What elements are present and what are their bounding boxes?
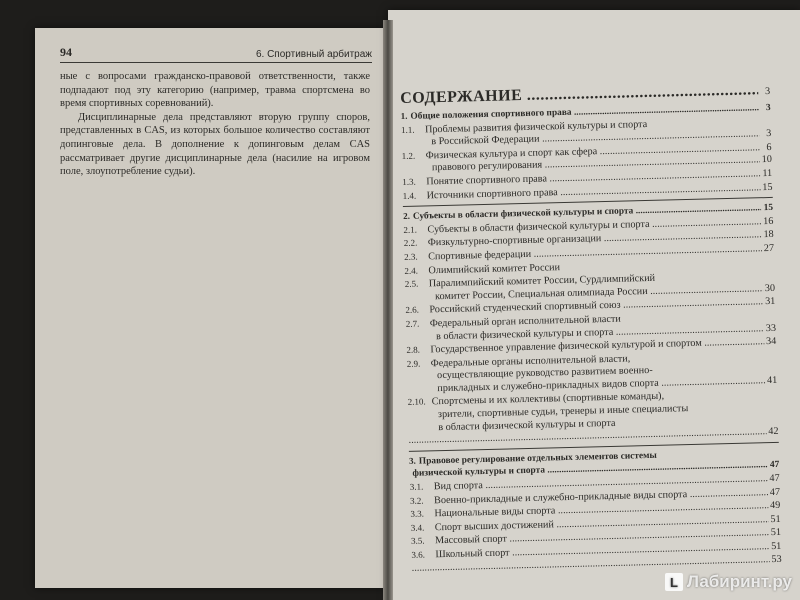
toc-entry-text: прикладных и служебно-прикладных видов спорта ..... [431,375,765,396]
toc-entry-number [405,299,429,300]
toc-list [401,101,782,575]
toc-entry-page: 16 [763,215,774,227]
toc-entry-number: 2.10. [407,396,426,408]
toc-entry-text: Общие положения спортивного права ..... [410,102,758,123]
toc-entry-text: Спортивные федерации ..... [428,243,762,264]
watermark [665,572,792,592]
toc-entry-page: 33 [765,322,777,334]
toc-entry-number: 2.8. [406,344,421,356]
toc-entry-number [402,171,426,172]
page-number: 94 [60,45,72,59]
toc-entry-page: 27 [763,242,775,255]
toc-entry-number: 2.4. [404,265,419,276]
watermark-text: Лабиринт.ру [686,572,792,591]
toc-entry-page: 47 [769,472,780,485]
toc-entry-text: комитет России, Специальная олимпиада России ..... [429,283,763,304]
toc-entry-text: Государственное управление физической культурой и спортом ..... [430,336,764,357]
toc-entry-text: физической культуры и спорта ..... [412,460,767,481]
toc-entry-text: Массовый спорт ..... [435,528,769,549]
toc-entry-text: Федеральные органы исполнительной власти, [430,353,631,370]
toc-entry-text: Российский студенческий спортивный союз ..... [429,297,763,318]
toc-entry-text: Физическая культура и спорт как сфера ..... [426,142,760,163]
toc-entry-number: 2. [403,210,411,222]
paragraph: Дисциплинарные дела представляют вторую группу споров, представленных в CAS, из которых большое количество составляют допинговые дела. В дополнение к допинговым делам CAS рассматривает другие дисциплинарные дела (насилие на игровом поле, злоупотребление судьи). [60,111,370,178]
toc-entry-number [407,379,431,380]
toc-entry-text: в области физической культуры и спорта [438,417,616,433]
toc-entry-page: 41 [766,374,778,386]
toc-entry-number: 3.6. [411,549,426,560]
toc-entry-text: Понятие спортивного права ..... [426,168,760,189]
toc-entry-page: 47 [769,460,780,471]
toc-entry-text: Школьный спорт ..... [435,541,769,562]
toc-entry-number: 3.2. [409,495,424,506]
toc-entry-text: Военно-прикладные и служебно-прикладные виды спорта ..... [434,487,768,508]
toc-entry-text: Источники спортивного права ..... [426,182,760,203]
toc-entry-number: 2.1. [403,224,418,235]
toc-entry-page: 42 [768,426,779,438]
toc-entry-text: в Российской Федерации ..... [425,128,759,149]
toc-entry-text: правового регулирования ..... [426,155,760,176]
toc-entry-text: Федеральный орган исполнительной власти [429,313,621,330]
toc-entry-number: 1.1. [400,124,415,135]
toc-entry-number: 3.1. [409,481,424,492]
toc-entry-text: Вид спорта ..... [434,473,768,494]
toc-entry-number: 2.7. [405,318,420,329]
toc-entry-page: 18 [763,229,774,241]
toc-entry-number [407,391,431,392]
toc-entry-page: 51 [770,540,782,553]
book-gutter [383,20,393,600]
toc-entry-number: 2.5. [404,278,419,290]
toc-entry-number: 1.3. [402,176,416,187]
toc-entry-number: 3. [408,455,416,466]
toc-entry-number: 2.3. [404,251,418,262]
toc-entry-text: Национальные виды спорта ..... [434,500,768,521]
toc-entry-text: Проблемы развития физической культуры и спорта [424,118,648,135]
toc-entry-page: 51 [770,527,782,539]
toc-entry-text: Правовое регулирование отдельных элементов системы [418,450,657,467]
toc-entry-number [406,339,430,340]
toc-entry-text: Олимпийский комитет России [428,261,561,276]
toc-entry-number: 1.4. [402,190,417,201]
toc-entry-page: 47 [769,486,781,498]
toc-entry-page: 30 [764,282,776,294]
toc-entry-page: 51 [770,513,781,525]
toc-entry-number: 3.4. [410,522,425,533]
toc-entry-page: 49 [769,500,781,512]
toc-entry-page: 31 [765,296,776,308]
toc-entry-number: 3.3. [410,508,425,520]
toc-entry-page: 6 [766,141,772,153]
toc-entry-page: 15 [762,181,773,193]
toc-entry-text: осуществляющие руководство развитием военно- [436,365,653,382]
toc-entry-page: 34 [765,335,777,348]
toc-entry-text: Физкультурно-спортивные организации ..... [428,230,762,251]
labirint-logo-icon: L [665,573,683,591]
paragraph: ные с вопросами гражданско-правовой ответственности, также подпадают под эту категорию (например, травма спортсмена во время спортивных соревнований). [60,71,370,110]
table-of-contents [400,79,782,575]
running-head [60,46,372,63]
toc-entry-text: Спортсмены и их коллективы (спортивные команды), [431,391,665,408]
toc-entry-page: 11 [762,167,773,180]
toc-entry-page: 53 [771,553,782,565]
toc-entry-text: Субъекты в области физической культуры и спорта ..... [413,202,761,223]
toc-entry-number: 1.2. [401,150,416,161]
toc-entry-page: 15 [763,203,774,214]
toc-title: СОДЕРЖАНИЕ ..... [400,79,758,110]
toc-entry-page: 3 [765,102,771,114]
toc-entry-text: зрители, спортивные судьи, тренеры и иные специалисты [437,403,689,421]
toc-entry-number [408,430,432,431]
toc-entry-text: Субъекты в области физической культуры и спорта ..... [427,216,761,237]
toc-entry-number: 1. [400,110,408,121]
toc-entry-number [408,417,432,418]
toc-entry-number [401,145,425,146]
toc-entry-number: 2.9. [406,358,421,369]
toc-title-page: 3 [764,85,771,98]
toc-entry-page: 3 [765,128,772,140]
toc-entry-number: 3.5. [410,535,425,547]
left-page-body [60,70,370,179]
toc-entry-text: Спорт высших достижений ..... [435,514,769,535]
toc-entry-text: Паралимпийский комитет России, Сурдлимпийский [428,272,656,290]
toc-entry-number: 2.6. [405,304,420,316]
toc-entry-text: в области физической культуры и спорта ..... [430,323,764,344]
toc-entry-page: 10 [761,154,772,166]
running-head-section: 6. Спортивный арбитраж [255,49,372,60]
toc-entry-number: 2.2. [403,237,418,249]
